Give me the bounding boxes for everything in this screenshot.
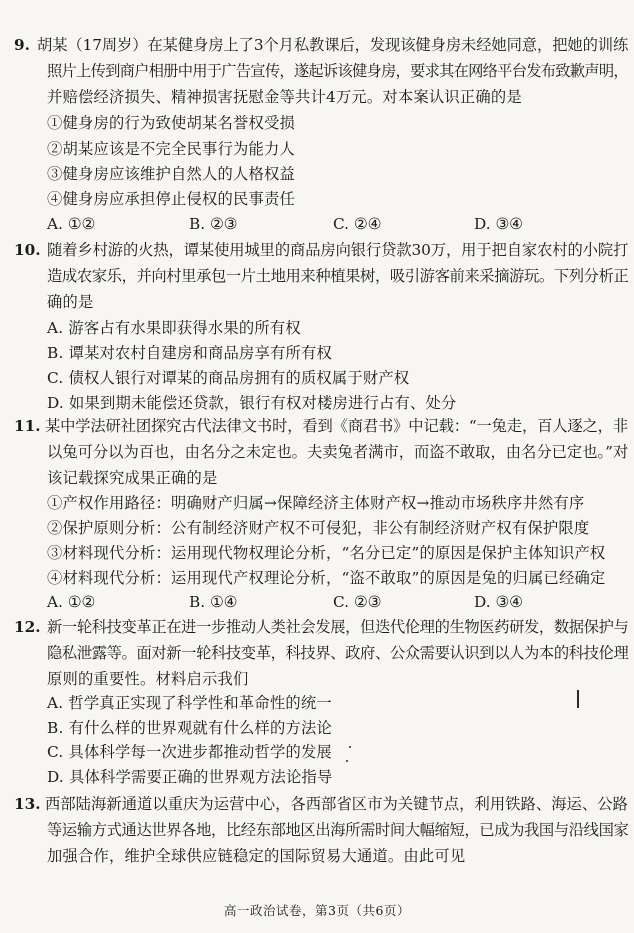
option-b: B. ②③: [189, 215, 238, 233]
question-line: 西部陆海新通道以重庆为运营中心，各西部省区市为关键节点，利用铁路、海运、公路: [45, 795, 628, 813]
scan-mark: [349, 746, 351, 748]
option-c: C. 债权人银行对谭某的商品房拥有的质权属于财产权: [47, 369, 410, 387]
statement-3: ③健身房应该维护自然人的人格权益: [47, 165, 295, 183]
option-b: B. 谭某对农村自建房和商品房享有所有权: [47, 344, 333, 362]
statement-1: ①产权作用路径：明确财产归属→保障经济主体财产权→推动市场秩序井然有序: [47, 494, 585, 512]
option-b: B. 有什么样的世界观就有什么样的方法论: [47, 719, 333, 737]
page-footer: 高一政治试卷，第3页（共6页）: [224, 903, 410, 918]
scan-mark: [577, 690, 579, 708]
option-c: C. 具体科学每一次进步都推动哲学的发展: [47, 743, 332, 761]
option-d: D. 如果到期未能偿还贷款，银行有权对楼房进行占有、处分: [47, 394, 457, 412]
statement-2: ②保护原则分析：公有制经济财产权不可侵犯，非公有制经济财产权有保护限度: [47, 519, 590, 537]
question-line: 确的是: [47, 293, 94, 311]
question-number: 13.: [14, 795, 41, 813]
question-number: 10.: [14, 241, 41, 259]
question-number: 11.: [14, 417, 41, 435]
question-line: 加强合作，维护全球供应链稳定的国际贸易大通道。由此可见: [47, 847, 466, 865]
statement-1: ①健身房的行为致使胡某名誉权受损: [47, 114, 295, 132]
question-number: 9.: [14, 36, 30, 54]
question-line: 隐私泄露等。面对新一轮科技变革，科技界、政府、公众需要认识到以人为本的科技伦理: [47, 644, 629, 662]
option-a: A. ①②: [47, 215, 96, 233]
statement-2: ②胡某应该是不完全民事行为能力人: [47, 140, 295, 158]
question-line: 照片上传到商户相册中用于广告宣传，遂起诉该健身房，要求其在网络平台发布致歉声明，: [47, 62, 628, 80]
option-d: D. ③④: [474, 593, 523, 611]
option-b: B. ①④: [189, 593, 238, 611]
question-line: 该记载探究成果正确的是: [47, 469, 218, 487]
question-line: 随着乡村游的火热，谭某使用城里的商品房向银行贷款30万，用于把自家农村的小院打: [47, 241, 629, 259]
question-number: 12.: [14, 618, 41, 636]
statement-3: ③材料现代分析：运用现代物权理论分析，“名分已定”的原因是保护主体知识产权: [47, 544, 606, 562]
question-line: 原则的重要性。材料启示我们: [47, 670, 249, 688]
question-line: 等运输方式通达世界各地，比经东部地区出海所需时间大幅缩短，已成为我国与沿线国家: [47, 821, 629, 839]
question-line: 并赔偿经济损失、精神损害抚慰金等共计4万元。对本案认识正确的是: [47, 88, 522, 106]
question-line: 胡某（17周岁）在某健身房上了3个月私教课后，发现该健身房未经她同意，把她的训练: [37, 36, 629, 54]
option-a: A. ①②: [47, 593, 96, 611]
option-d: D. ③④: [474, 215, 523, 233]
option-a: A. 游客占有水果即获得水果的所有权: [47, 319, 301, 337]
question-line: 以兔可分以为百也，由名分之未定也。夫卖兔者满市，而盗不敢取，由名分已定也。”对: [47, 443, 629, 461]
question-line: 造成农家乐，并向村里承包一片土地用来种植果树，吸引游客前来采摘游玩。下列分析正: [47, 267, 629, 285]
statement-4: ④材料现代分析：运用现代产权理论分析，“盗不敢取”的原因是兔的归属已经确定: [47, 569, 606, 587]
option-d: D. 具体科学需要正确的世界观方法论指导: [47, 768, 333, 786]
option-c: C. ②④: [333, 215, 382, 233]
question-line: 新一轮科技变革正在进一步推动人类社会发展，但迭代伦理的生物医药研发，数据保护与: [47, 618, 629, 636]
option-c: C. ②③: [333, 593, 382, 611]
question-line: 某中学法研社团探究古代法律文书时，看到《商君书》中记载：“一兔走，百人逐之，非: [45, 417, 628, 435]
option-a: A. 哲学真正实现了科学性和革命性的统一: [47, 694, 332, 712]
statement-4: ④健身房应承担停止侵权的民事责任: [47, 190, 295, 208]
scan-mark: [346, 760, 348, 762]
